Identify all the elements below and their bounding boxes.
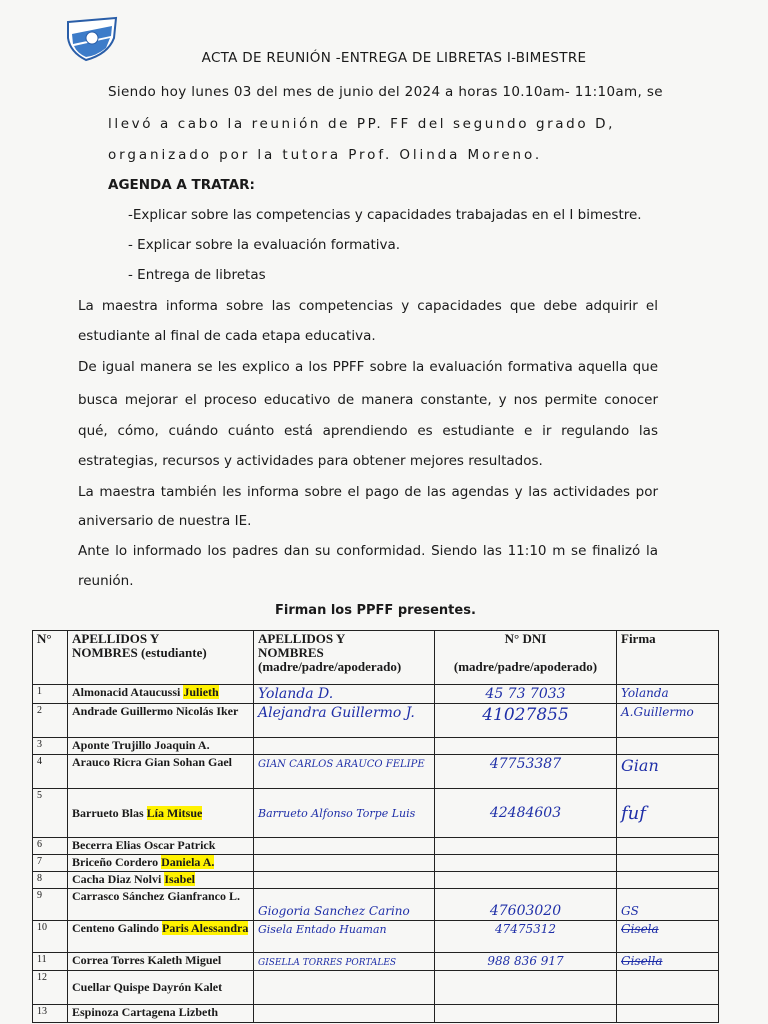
dni-handwriting: 47603020 [489, 903, 562, 919]
parent-handwriting: Giogoria Sanchez Carino [258, 904, 410, 918]
agenda-item-3: - Entrega de libretas [128, 267, 266, 283]
body-line-7: La maestra también les informa sobre el pago de las agendas y las actividades por [78, 484, 658, 500]
table-row: 1 Almonacid Ataucussi Julieth Yolanda D. 45 73 7033 Yolanda [33, 685, 719, 704]
table-row: 7 Briceño Cordero Daniela A. [33, 855, 719, 872]
signature: Gisella [621, 954, 663, 968]
body-line-5: qué, cómo, cuándo cuánto está aprendiendo es estudiante e ir regulando las [78, 423, 658, 439]
header-firma: Firma [617, 631, 719, 685]
table-row: 8 Cacha Diaz Nolvi Isabel [33, 872, 719, 889]
table-row: 2 Andrade Guillermo Nicolás Iker Alejandra Guillermo J. 41027855 A.Guillermo [33, 704, 719, 738]
agenda-item-2: - Explicar sobre la evaluación formativa. [128, 237, 401, 253]
header-num: N° [33, 631, 68, 685]
body-line-6: estrategias, recursos y actividades para obtener mejores resultados. [78, 453, 543, 469]
body-line-8: aniversario de nuestra IE. [78, 513, 252, 529]
dni-handwriting: 42484603 [489, 805, 562, 821]
intro-line-2: llevó a cabo la reunión de PP. FF del segundo grado D, [108, 116, 615, 132]
intro-line-1: Siendo hoy lunes 03 del mes de junio del 2024 a horas 10.10am- 11:10am, se [108, 84, 663, 100]
table-row: 5 Barrueto Blas Lía Mitsue Barrueto Alfonso Torpe Luis 42484603 fuf [33, 789, 719, 838]
table-row: 3 Aponte Trujillo Joaquin A. [33, 738, 719, 755]
dni-handwriting: 47475312 [494, 922, 557, 936]
body-line-3: De igual manera se les explico a los PPFF sobre la evaluación formativa aquella que [78, 359, 658, 375]
body-line-4: busca mejorar el proceso educativo de manera constante, y nos permite conocer [78, 392, 658, 408]
table-row: 10 Centeno Galindo Paris Alessandra Gisela Entado Huaman 47475312 Gisela [33, 921, 719, 953]
parent-handwriting: Barrueto Alfonso Torpe Luis [258, 806, 416, 820]
parent-handwriting: Alejandra Guillermo J. [258, 705, 415, 721]
signature: fuf [621, 802, 646, 824]
agenda-title: AGENDA A TRATAR: [108, 177, 255, 193]
parent-handwriting: GISELLA TORRES PORTALES [258, 958, 397, 968]
table-row: 13 Espinoza Cartagena Lizbeth [33, 1005, 719, 1023]
table-row: 12 Cuellar Quispe Dayrón Kalet [33, 971, 719, 1005]
parent-handwriting: Gisela Entado Huaman [258, 923, 387, 936]
signature: Yolanda [621, 686, 669, 700]
table-row: 6 Becerra Elias Oscar Patrick [33, 838, 719, 855]
agenda-item-1: -Explicar sobre las competencias y capacidades trabajadas en el I bimestre. [128, 207, 642, 223]
signature: GS [621, 904, 639, 918]
table-row: 11 Correa Torres Kaleth Miguel GISELLA TORRES PORTALES 988 836 917 Gisella [33, 953, 719, 971]
signature: A.Guillermo [621, 705, 694, 719]
dni-handwriting: 45 73 7033 [485, 686, 566, 702]
parent-handwriting: Yolanda D. [258, 686, 334, 702]
body-line-10: reunión. [78, 573, 134, 589]
body-line-2: estudiante al final de cada etapa educativa. [78, 328, 376, 344]
parent-handwriting: GIAN CARLOS ARAUCO FELIPE [258, 759, 425, 770]
table-row: 4 Arauco Ricra Gian Sohan Gael GIAN CARLOS ARAUCO FELIPE 47753387 Gian [33, 755, 719, 789]
intro-line-3: organizado por la tutora Prof. Olinda Moreno. [108, 147, 543, 163]
table-row: 9 Carrasco Sánchez Gianfranco L. Giogoria Sanchez Carino 47603020 GS [33, 889, 719, 921]
dni-handwriting: 988 836 917 [487, 954, 564, 968]
body-line-9: Ante lo informado los padres dan su conformidad. Siendo las 11:10 m se finalizó la [78, 543, 658, 559]
signature: Gian [621, 756, 659, 775]
header-student: APELLIDOS Y NOMBRES (estudiante) [68, 631, 254, 685]
document-title: ACTA DE REUNIÓN -ENTREGA DE LIBRETAS I-BIMESTRE [201, 50, 587, 66]
signatures-heading: Firman los PPFF presentes. [275, 603, 476, 618]
body-line-1: La maestra informa sobre las competencias y capacidades que debe adquirir el [78, 298, 658, 314]
signature: Gisela [621, 922, 659, 936]
header-dni: N° DNI (madre/padre/apoderado) [435, 631, 617, 685]
attendance-table [32, 630, 719, 1023]
dni-handwriting: 41027855 [482, 705, 569, 725]
header-parent: APELLIDOS Y NOMBRES (madre/padre/apoderado) [254, 631, 435, 685]
dni-handwriting: 47753387 [489, 756, 562, 772]
